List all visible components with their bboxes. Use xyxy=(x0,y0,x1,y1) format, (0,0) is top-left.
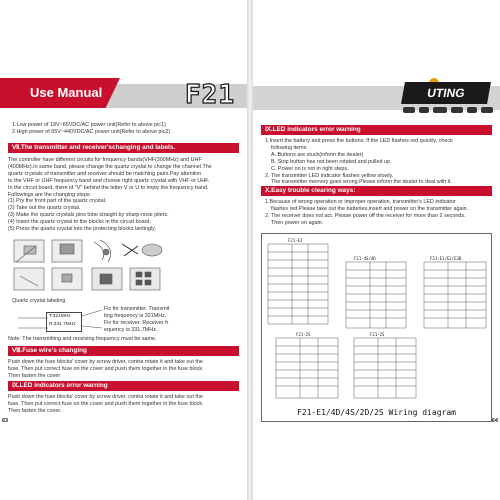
frequency-note: Note: The transmitting and receiving frequency must be same. xyxy=(8,336,157,342)
instruction-line: Then fasten the cover. xyxy=(8,407,62,414)
manual-title: Use Manual xyxy=(30,85,103,100)
instruction-line: 2. The transmitter LED indicator flashes yellow slowly. xyxy=(265,172,394,179)
instruction-line: B. Stop button has not been rotated and pulled up. xyxy=(271,158,392,165)
wiring-schematics xyxy=(262,234,493,404)
instruction-line: flashes red.Please take out the batteries,insert and power on the transmitter again. xyxy=(271,205,469,212)
diagram-title: F21-4S/4D xyxy=(354,256,376,261)
instruction-line: Then fasten the cover xyxy=(8,372,61,379)
instruction-line: (5) Press the quartz crystal into the protecting blocks lantingly. xyxy=(8,226,156,233)
section-heading-fuse: Ⅷ.Fuse wire's changing xyxy=(8,346,239,356)
instruction-line: The transmitter memory goes wrong.Please inform the dealer to deal with it. xyxy=(271,179,452,186)
section-heading-led-left: Ⅸ.LED indicators error warning xyxy=(8,381,239,391)
brand-header xyxy=(253,78,500,114)
instruction-line: (4) Insert the quartz crystal to the blocks in the circuit board. xyxy=(8,219,151,226)
instruction-line: Followings are the changing steps: xyxy=(8,191,92,198)
crystal-steps-illustration xyxy=(12,236,232,296)
crystal-note-line: Fix for receiver. Receiver fr xyxy=(104,319,169,326)
right-page xyxy=(253,0,500,500)
power-note-line: 2.High power of 65V~440VDC/AC power unit(Refer to above pic2) xyxy=(12,128,171,135)
instruction-line: (1) Pry the front part of the quartz crystal. xyxy=(8,198,107,205)
wiring-diagram-caption: F21-E1/4D/4S/2D/2S Wiring diagram xyxy=(297,408,456,417)
instruction-line: (2) Take out the quartz crystal. xyxy=(8,205,81,212)
instruction-line: fuse. Then put correct fuse on the cover and push them together in the fuse block. xyxy=(8,400,204,407)
section-heading-transmitter: Ⅶ.The transmitter and receiver'schanging and labels. xyxy=(8,143,239,153)
instruction-line: C. Power on is not in right steps. xyxy=(271,165,349,172)
diagram-title: F21-E1 xyxy=(288,238,303,243)
instruction-line: Push down the fuse blocks' cover by screw driver, contra rotate it and take out the xyxy=(8,359,203,365)
crystal-note-line: equency is 331.7MHz. xyxy=(104,326,158,333)
crystal-receive-mark: R:331.7MHz xyxy=(49,322,76,327)
instruction-line: In the circuit board, there id "V" behind the letter V or U to imply the frequency band. xyxy=(8,184,209,191)
page-number-left: 63 xyxy=(2,418,9,424)
instruction-line: Then power on again. xyxy=(271,219,324,226)
instruction-line: (400MHz).In same band, please change the quartz crystal to change the channel.The xyxy=(8,163,212,170)
instruction-line: (3) Make the quartz crystals pins tobe straight by sharp-nose pliers. xyxy=(8,212,169,219)
crystal-note-line: Fix for transmitter. Transmit xyxy=(104,306,170,312)
instruction-line: 1.Because of wrong operation or improper operation, transmitter's LED indicator xyxy=(265,199,456,205)
manual-header xyxy=(0,78,247,114)
instruction-line: fuse. Then put correct fuse on the cover and push them together in the fuse block. xyxy=(8,365,204,372)
instruction-line: following items: xyxy=(271,144,308,151)
crystal-transmit-mark: T:321MHz xyxy=(49,314,71,319)
fuse-instructions xyxy=(8,359,243,380)
crane-icon xyxy=(403,107,415,113)
section-heading-led: Ⅸ.LED indicators error warning xyxy=(261,125,492,135)
diagram-title: F21-2S xyxy=(296,332,311,337)
quartz-label-caption: Quartz crystal labeling xyxy=(12,298,66,304)
transmitter-instructions xyxy=(8,157,243,233)
instruction-line: 1.Insert the battery and press the buttons. If the LED flashes red quickly, check xyxy=(265,138,453,144)
crystal-note-line: ting frequency is 321MHz. xyxy=(104,312,167,319)
excavator-icon xyxy=(433,107,447,113)
diagram-title: F21-2S xyxy=(370,332,385,337)
instruction-line: Push down the fuse blocks' cover by screw driver, contra rotate it and take out the xyxy=(8,394,203,400)
application-icons xyxy=(403,105,495,115)
section-heading-trouble: Ⅹ.Easy trouble clearing ways: xyxy=(261,186,492,196)
power-note-line: 1.Low power of 18V~65VDC/AC power unit(Refer to above pic1) xyxy=(12,122,166,128)
diagram-title: F21-E1/E2/E3B xyxy=(430,256,462,261)
led-warning-list xyxy=(265,138,497,186)
lift-icon xyxy=(481,107,493,113)
instruction-line: A. Buttons are stuck(inform the dealer) xyxy=(271,151,364,158)
power-unit-notes xyxy=(12,122,170,136)
trouble-clearing-list xyxy=(265,199,497,227)
brand-logo: UTING xyxy=(401,82,491,104)
instruction-line: The controller have different circuits for frequency bands(VHF(300MHz) and UHF xyxy=(8,157,202,163)
left-page xyxy=(0,0,247,500)
page-number-right: 64 xyxy=(491,418,498,424)
crystal-label-box xyxy=(46,312,82,332)
tractor-icon xyxy=(451,107,463,113)
instruction-line: quartz crystals of transmitter and receiver should be matching pairs.Pay attention xyxy=(8,170,202,177)
instruction-line: to the VHF or UHF frequency band and choose right quartz crystal with VHF or UHF. xyxy=(8,177,210,184)
wiring-diagram-panel xyxy=(261,233,492,422)
crystal-notes xyxy=(104,306,169,334)
instruction-line: 2. The receiver does not act. Please power off the receiver for more than 2 seconds. xyxy=(265,212,466,219)
truck-icon xyxy=(419,107,429,113)
loader-icon xyxy=(467,107,477,113)
led-instructions-left xyxy=(8,394,243,415)
model-title: F21 xyxy=(185,80,235,110)
crystal-labeling xyxy=(12,306,232,340)
